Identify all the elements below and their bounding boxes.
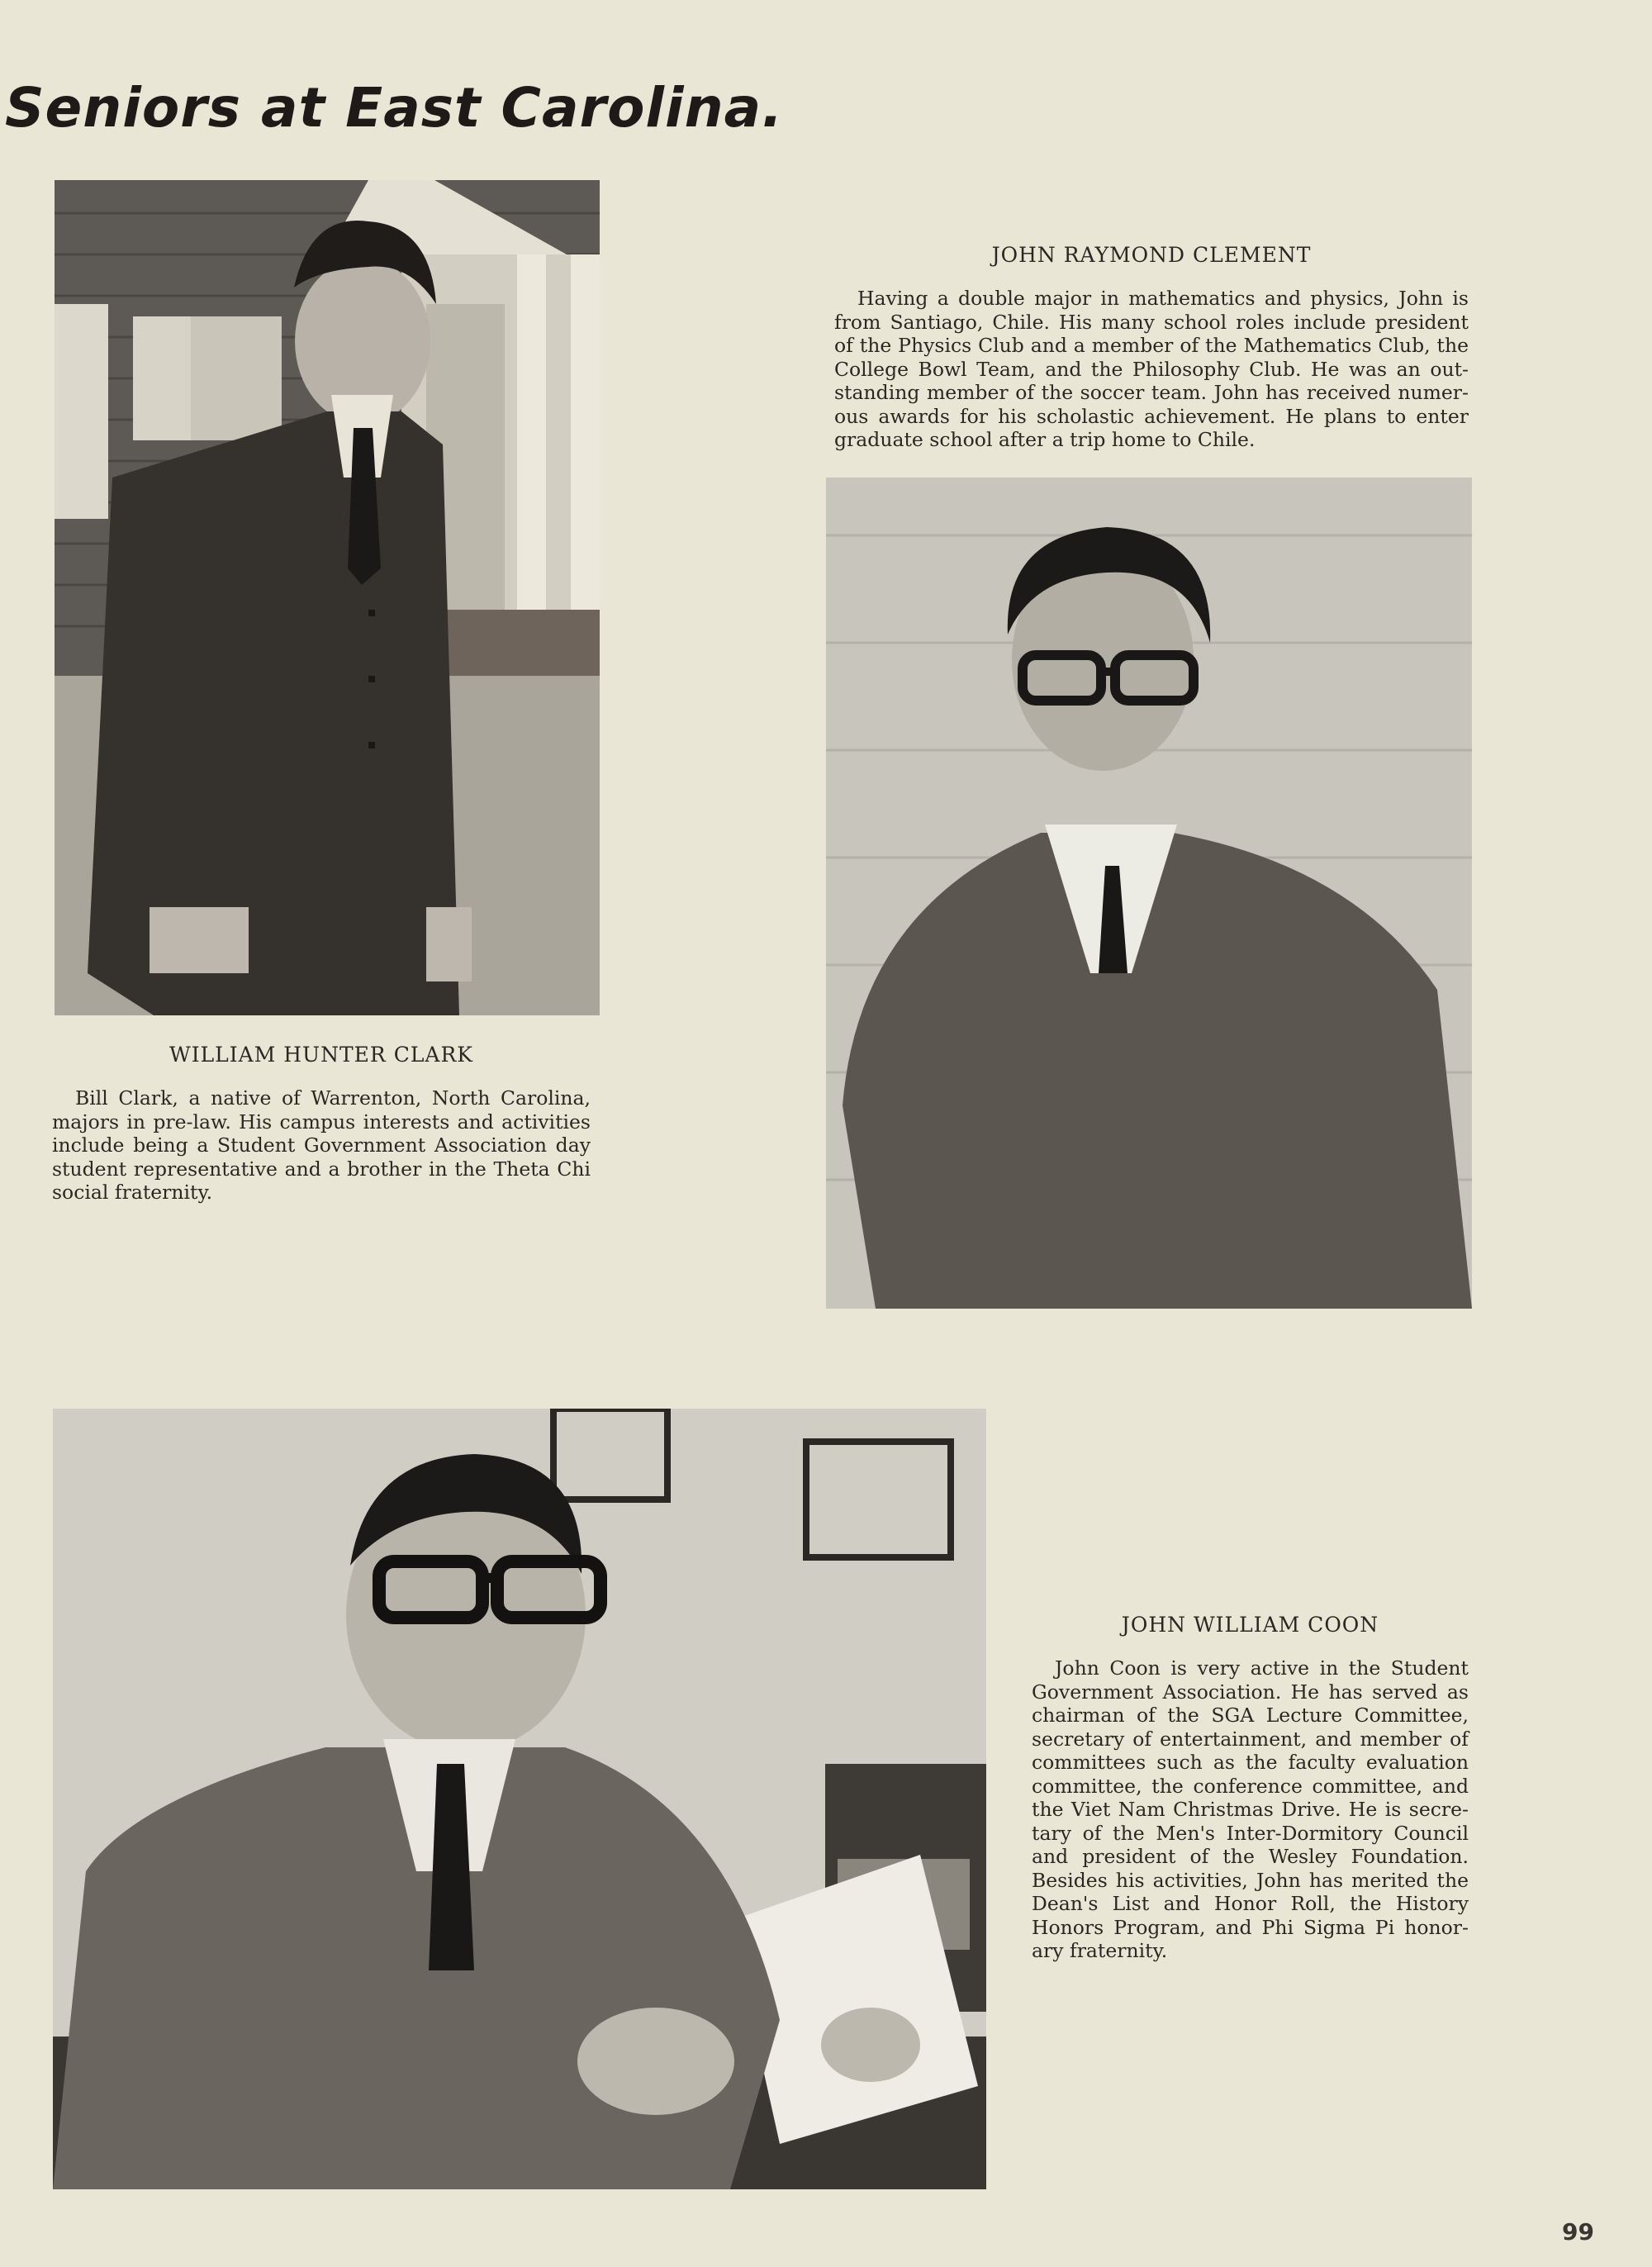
page-title: Seniors at East Carolina. [5, 76, 784, 140]
portrait-coon-illustration [53, 1409, 986, 2189]
portrait-photo-clark [55, 180, 600, 1015]
portrait-photo-coon [53, 1409, 986, 2189]
page-number: 99 [1562, 2218, 1594, 2246]
student-name: WILLIAM HUNTER CLARK [169, 1043, 473, 1067]
portrait-photo-clement [826, 478, 1472, 1309]
bio-clark [52, 1043, 591, 1205]
portrait-clark-illustration [55, 180, 600, 1015]
bio-coon [1032, 1613, 1469, 1963]
student-bio: John Coon is very active in the Student Government Association. He has served as chairman of the SGA Lecture Committee, secretary of entertainment, and member of committees such as the faculty evaluation committee, the conference committee, and the Viet Nam Christmas Drive. He is secretary of the Men's Inter-Dormitory Council and president of the Wesley Foundation. Besides his activities, John has merited the Dean's List and Honor Roll, the History Honors Program, and Phi Sigma Pi honorary fraternity. [1032, 1656, 1469, 1962]
student-name: JOHN WILLIAM COON [1121, 1613, 1379, 1637]
student-bio: Bill Clark, a native of Warrenton, North Carolina, majors in pre-law. His campus interests and activities include being a Student Government Association day student representative and a brother in the Theta Chi social fraternity. [52, 1086, 591, 1204]
bio-clement [834, 243, 1469, 452]
student-name: JOHN RAYMOND CLEMENT [991, 243, 1312, 267]
portrait-clement-illustration [826, 478, 1472, 1309]
student-bio: Having a double major in mathematics and physics, John is from Santiago, Chile. His many school roles include president of the Physics Club and a member of the Mathematics Club, the College Bowl Team, and the Philosophy Club. He was an outstanding member of the soccer team. John has received numerous awards for his scholastic achievement. He plans to enter graduate school after a trip home to Chile. [834, 287, 1469, 451]
